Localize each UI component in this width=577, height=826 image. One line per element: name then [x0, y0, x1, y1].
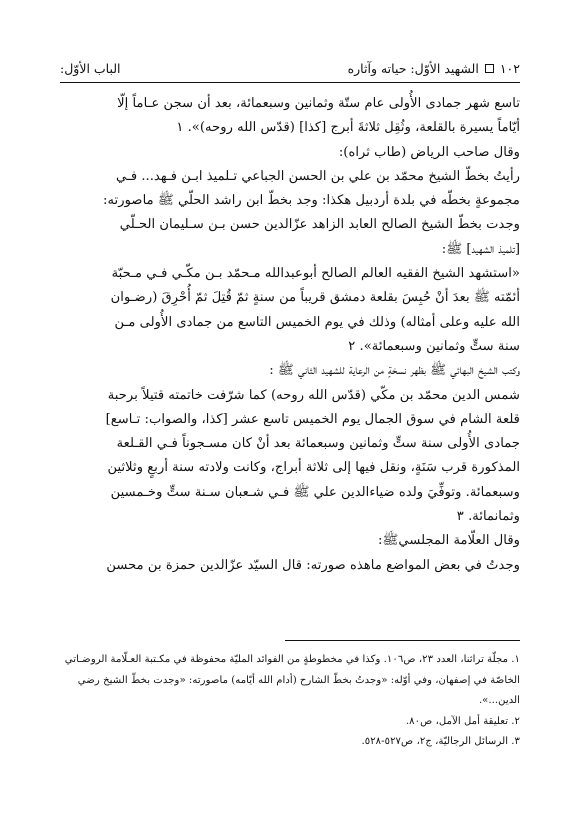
square-separator-icon	[485, 64, 494, 73]
footnote-line: الخاصّة في إصفهان، وفي أوّله: «وجدتُ بخطّ الشارح (أدام الله أيّامه) ماصورته: «وجدت بخطّ الشيخ رضي	[77, 674, 520, 686]
running-title: الشهيد الأوّل: حياته وآثاره	[347, 60, 479, 76]
body-line: المذكورة قرب سَنَةٍ، ونقل فيها إلى ثلاثة أبراج، وكانت ولادته سنة أربعٍ وثلاثين	[107, 460, 520, 476]
footnote-separator	[285, 640, 520, 641]
footnote-line: ٢. تعليقة أمل الآمل، ص٨٠.	[405, 715, 520, 727]
footnote-line: ١. مجلّة تراثنا، العدد ٢٣، ص١٠٦. وكذا في مخطوطةٍ من الفوائد المليّة محفوظة في مكـتبة العـلّامة الروضـاتي	[64, 654, 520, 665]
header-left	[348, 61, 520, 76]
body-line: وقال صاحب الرياض (طاب ثراه):	[338, 144, 520, 160]
body-line: الله عليه وعلى أمثاله) وذلك في يوم الخميس التاسع من جمادى الأُولى مـن	[114, 314, 520, 330]
body-line: وسبعمائة. وتوفِّيَ ولده ضياءالدين علي ﷺ فـي شـعبان سـنة ستٍّ وخـمسين	[110, 484, 520, 500]
body-text	[60, 92, 520, 578]
body-line: وجدتُ في بعض المواضع ماهذه صورته: قال السيّد عزّالدين حمزة بن محسن	[106, 557, 520, 573]
body-line: شمس الدين محمّد بن مكّي (قدّس الله روحه) كما شرّفت خاتمته قتيلاً برحبة	[107, 387, 520, 403]
chapter-title: الباب الأوّل:	[60, 60, 121, 76]
page-number: ١٠٢	[499, 60, 520, 76]
footnotes	[60, 650, 520, 753]
footnote-line: ٣. الرسائل الرجاليّة، ج٢، ص٥٢٧-٥٢٨.	[361, 736, 520, 747]
body-line: [تلميذ الشهيد] ﷺ:	[441, 241, 520, 257]
running-header	[60, 56, 520, 80]
body-line: سنة ستٍّ وثمانين وسبعمائة». ٢	[348, 338, 520, 354]
body-line: أيّاماً يسيرة بالقلعة، وثُقِل ثلاثةَ أبرج [كذا] (قدّس الله روحه)». ١	[176, 120, 520, 136]
body-line: جمادى الأُولى سنة ستٍّ وثمانين وسبعمائة بعد أنْ كان مسـجوناً فـي القـلعة	[116, 436, 520, 452]
footnote-line: الدين...».	[478, 695, 520, 706]
body-line: مجموعةٍ بخطّه في بلدة أردبيل هكذا: وجد بخطّ ابن راشد الحلّي ﷺ ماصورته:	[103, 193, 520, 209]
body-line: وقال العلّامة المجلسيﷺ:	[377, 533, 520, 549]
body-line: «استشهد الشيخ الفقيه العالم الصالح أبوعبدالله مـحمّد بـن مكّـي فـي مـحبّة	[111, 266, 520, 282]
body-line: أئمّته ﷺ بعدَ أنْ حُبِسَ بقلعة دمشق قريباً من سنةٍ ثمّ قُتِلَ ثمّ أُحْرِقَ (رضـوان	[110, 290, 520, 306]
body-line: قلعة الشام في سوق الجمال يوم الخميس تاسع عشر [كذا، والصواب: تـاسع]	[105, 411, 520, 427]
body-line: رأيتُ بخطّ الشيخ محمّد بن علي بن الحسن الجباعي تـلميذ ابـن فـهد... فـي	[116, 168, 520, 184]
body-line: وجدت بخطّ الشيخ الصالح العابد الزاهد عزّالدين حسن بـن سـليمان الحـلّي	[119, 217, 520, 233]
body-line: وكتب الشيخ البهائي ﷺ بظهر نسخةٍ من الرعاية للشهيد الثاني ﷺ :	[269, 363, 520, 379]
body-line: تاسع شهر جمادى الأُولى عام ستّة وثمانين وسبعمائة، بعد أن سجن عـاماً إلّا	[117, 96, 520, 111]
body-line: وثمانمائة. ٣	[456, 509, 520, 525]
header-rule	[60, 82, 520, 83]
